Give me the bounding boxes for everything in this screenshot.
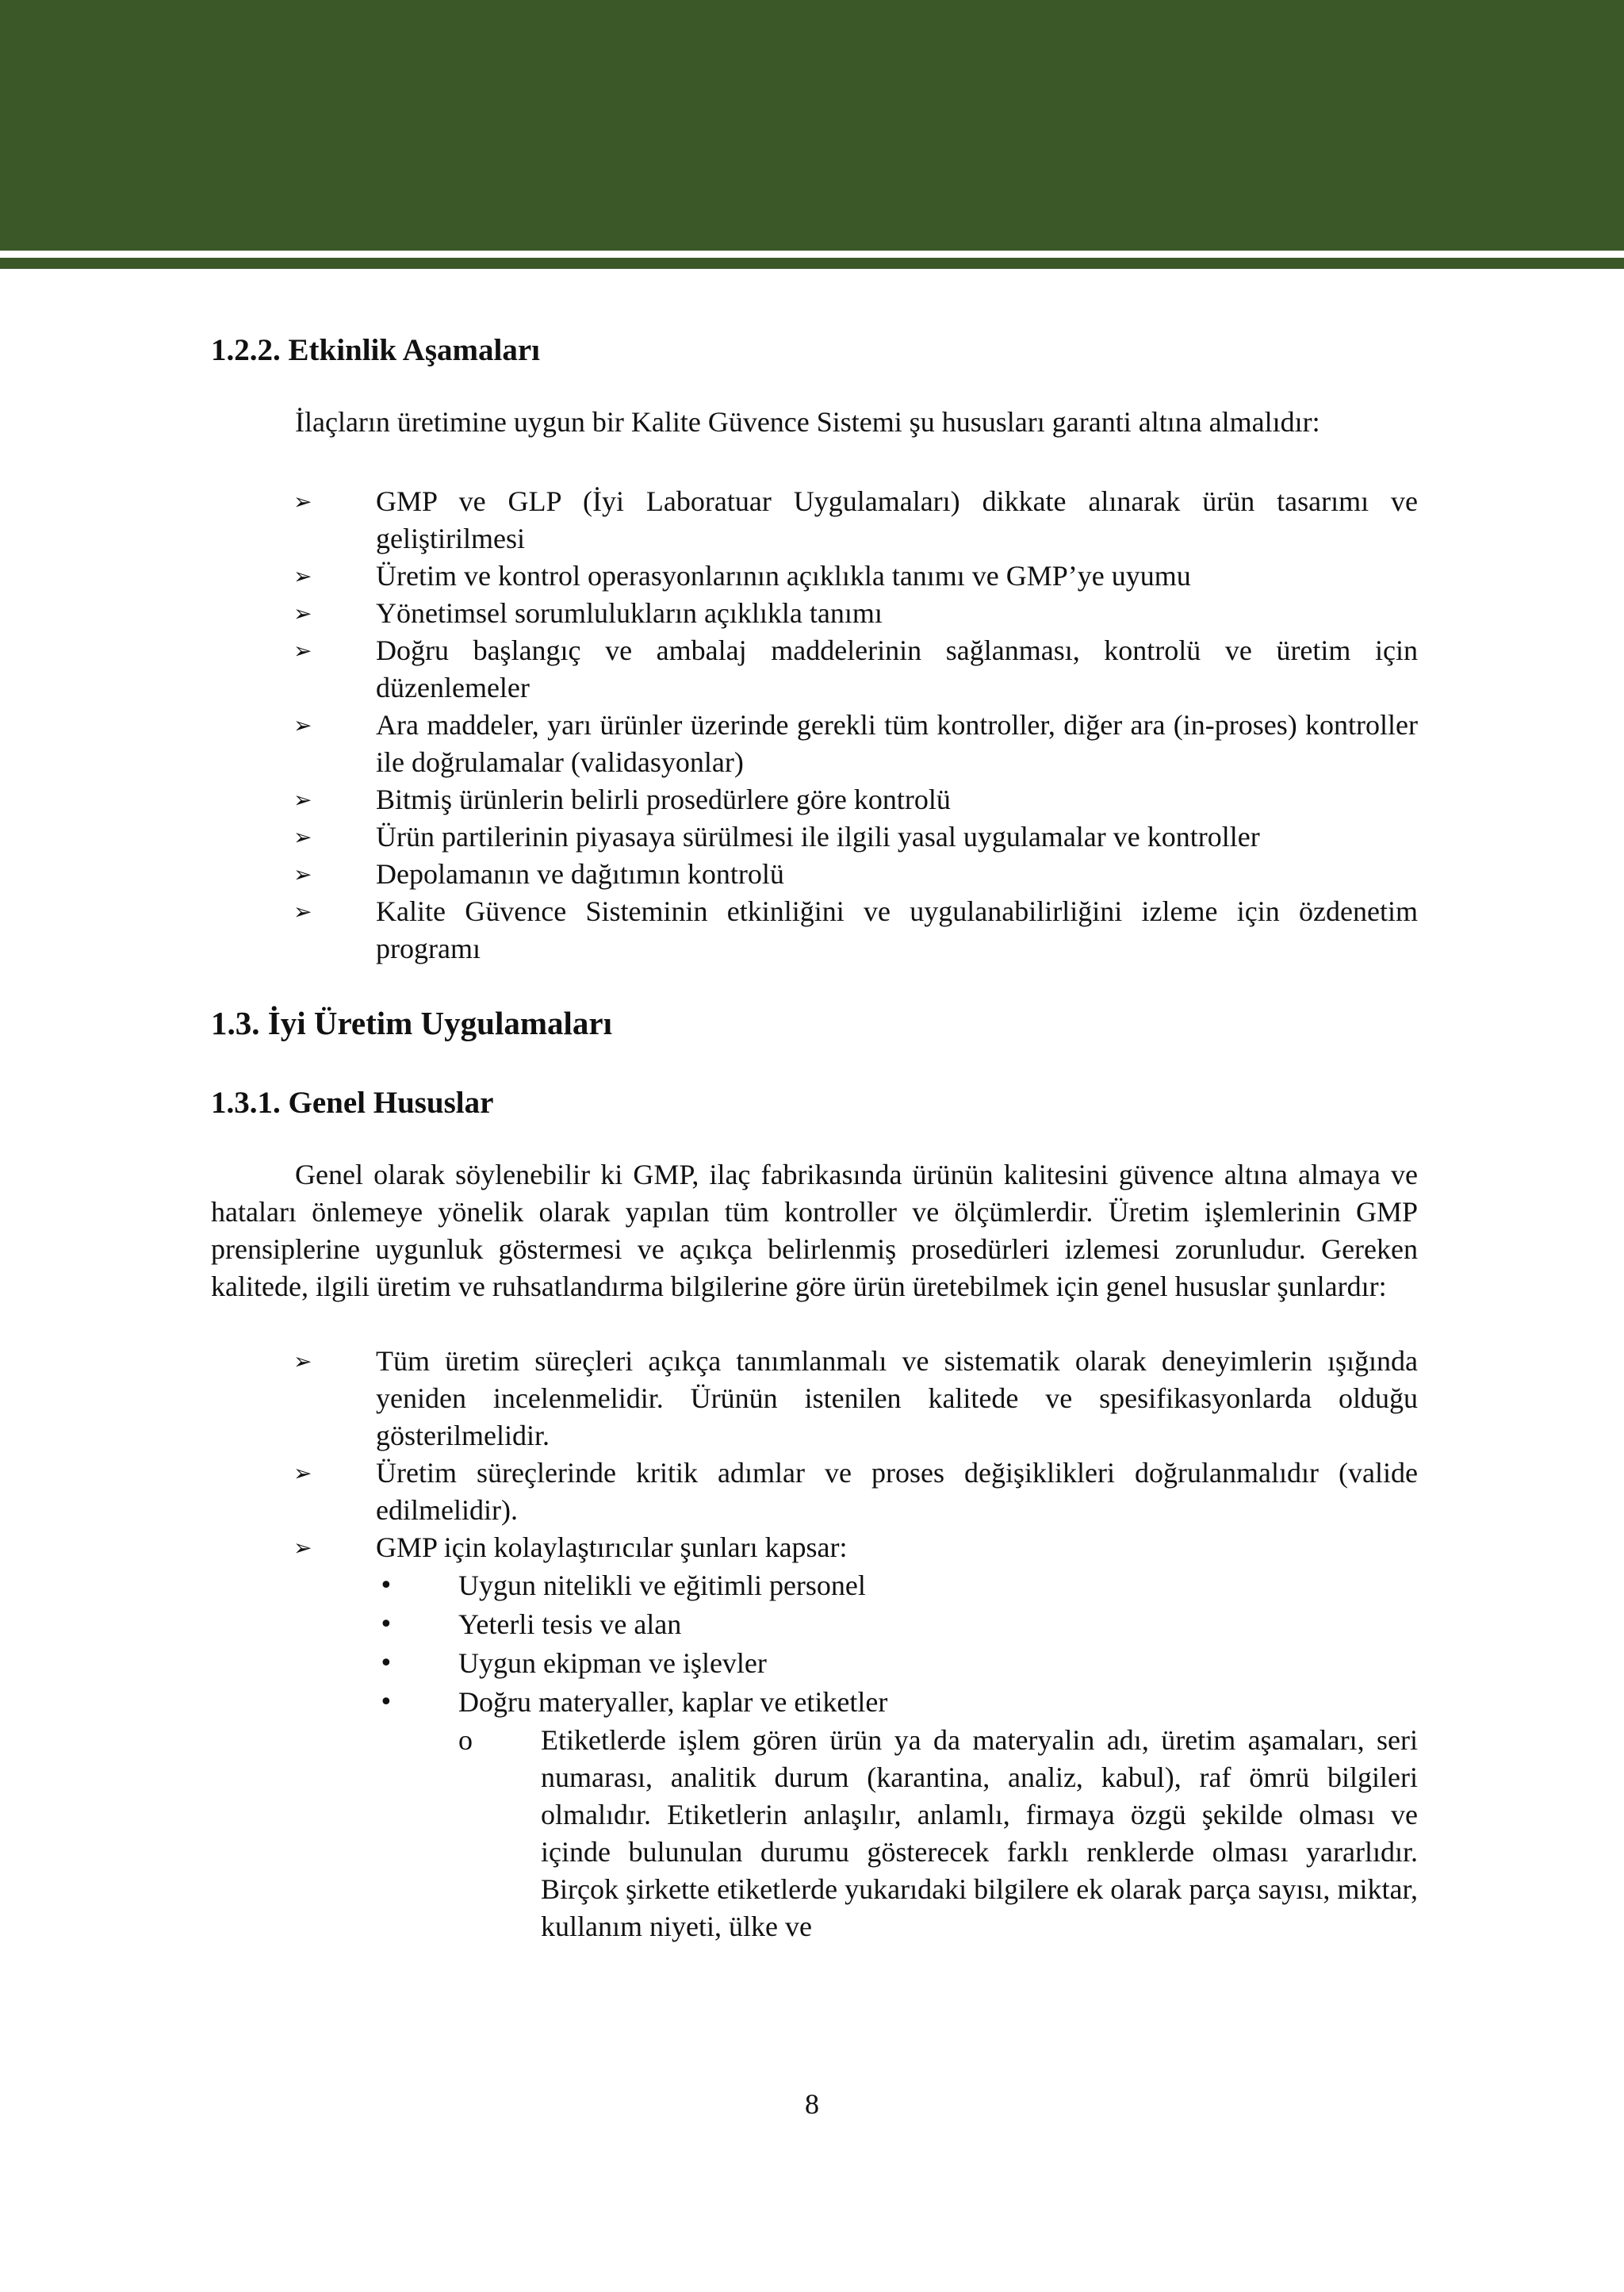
- list-item-text: Depolamanın ve dağıtımın kontrolü: [376, 858, 784, 890]
- section-heading-1-3: 1.3. İyi Üretim Uygulamaları: [211, 1005, 612, 1041]
- section-heading-1-3-1: 1.3.1. Genel Hususlar: [211, 1086, 494, 1120]
- list-item-text: GMP için kolaylaştırıcılar şunları kapsar:: [376, 1531, 848, 1563]
- list-item: [211, 781, 1418, 818]
- list-item-text: Yönetimsel sorumlulukların açıklıkla tanımı: [376, 597, 883, 629]
- list-item: [376, 1683, 1418, 1945]
- arrow-bullet-icon: ➢: [293, 712, 312, 738]
- label-details-list: [458, 1722, 1418, 1945]
- arrow-bullet-icon: ➢: [293, 1460, 312, 1486]
- arrow-bullet-icon: ➢: [293, 861, 312, 887]
- list-item: [211, 893, 1418, 968]
- list-item: [376, 1566, 1418, 1605]
- list-item: [211, 856, 1418, 893]
- arrow-bullet-icon: ➢: [293, 824, 312, 850]
- dot-bullet-icon: •: [379, 1688, 393, 1716]
- arrow-bullet-icon: ➢: [293, 489, 312, 515]
- header-band: [0, 0, 1624, 251]
- arrow-bullet-icon: ➢: [293, 899, 312, 925]
- list-item: [211, 483, 1418, 558]
- list-item: [211, 1343, 1418, 1455]
- gmp-facilitators-list: [376, 1566, 1418, 1945]
- list-item: [211, 1455, 1418, 1529]
- page-number: 8: [805, 2088, 819, 2120]
- arrow-bullet-icon: ➢: [293, 1348, 312, 1374]
- arrow-bullet-icon: ➢: [293, 638, 312, 664]
- list-item: [376, 1605, 1418, 1644]
- list-item-text: Üretim süreçlerinde kritik adımlar ve proses değişiklikleri doğrulanmalıdır (valide edilmelidir).: [376, 1457, 1418, 1526]
- arrow-bullet-icon: ➢: [293, 787, 312, 813]
- list-item: [458, 1722, 1418, 1945]
- general-considerations-paragraph: Genel olarak söylenebilir ki GMP, ilaç fabrikasında ürünün kalitesini güvence altına almaya ve hataları önlemeye yönelik olarak yapılan tüm kontroller ve ölçümlerdir. Üretim işlemlerinin GMP prensiplerine uygunluk göstermesi ve açıkça belirlenmiş prosedürleri izlemesi zorunludur. Gereken kalitede, ilgili üretim ve ruhsatlandırma bilgilerine göre ürün üretebilmek için genel hususlar şunlardır:: [211, 1159, 1418, 1302]
- list-item-text: Üretim ve kontrol operasyonlarının açıklıkla tanımı ve GMP’ye uyumu: [376, 560, 1191, 592]
- list-item-text: Ara maddeler, yarı ürünler üzerinde gerekli tüm kontroller, diğer ara (in-proses) kontroller ile doğrulamalar (validasyonlar): [376, 709, 1418, 778]
- list-item-text: GMP ve GLP (İyi Laboratuar Uygulamaları) dikkate alınarak ürün tasarımı ve geliştirilmesi: [376, 485, 1418, 554]
- circle-bullet-icon: o: [458, 1724, 473, 1756]
- arrow-bullet-icon: ➢: [293, 600, 312, 627]
- header-rule: [0, 258, 1624, 269]
- list-item-text: Doğru başlangıç ve ambalaj maddelerinin sağlanması, kontrolü ve üretim için düzenlemeler: [376, 634, 1418, 703]
- section-intro-paragraph: İlaçların üretimine uygun bir Kalite Güvence Sistemi şu hususları garanti altına almalıdır:: [295, 406, 1320, 438]
- section-heading-1-2-2: 1.2.2. Etkinlik Aşamaları: [211, 333, 540, 367]
- list-item: [211, 595, 1418, 632]
- arrow-bullet-icon: ➢: [293, 563, 312, 589]
- dot-bullet-icon: •: [379, 1650, 393, 1677]
- list-item: [211, 818, 1418, 856]
- list-item: [211, 558, 1418, 595]
- page-content: [211, 329, 1418, 1945]
- list-item-text: Etiketlerde işlem gören ürün ya da materyalin adı, üretim aşamaları, seri numarası, analitik durum (karantina, analiz, kabul), raf ömrü bilgileri olmalıdır. Etiketlerin anlaşılır, anlamlı, firmaya özgü şekilde olması ve içinde bulunulan durumu gösterecek farklı renklerde olması yararlıdır. Birçok şirkette etiketlerde yukarıdaki bilgilere ek olarak parça sayısı, miktar, kullanım niyeti, ülke ve: [541, 1724, 1418, 1942]
- list-item: [376, 1644, 1418, 1683]
- dot-bullet-icon: •: [379, 1572, 393, 1600]
- general-considerations-list: [211, 1343, 1418, 1945]
- list-item-text: Bitmiş ürünlerin belirli prosedürlere göre kontrolü: [376, 784, 951, 815]
- list-item-text: Kalite Güvence Sisteminin etkinliğini ve uygulanabilirliğini izleme için özdenetim programı: [376, 895, 1418, 964]
- quality-assurance-list: [211, 483, 1418, 968]
- list-item-text: Tüm üretim süreçleri açıkça tanımlanmalı ve sistematik olarak deneyimlerin ışığında yeniden incelenmelidir. Ürünün istenilen kalitede ve spesifikasyonlarda olduğu gösterilmelidir.: [376, 1345, 1418, 1451]
- dot-bullet-icon: •: [379, 1611, 393, 1639]
- list-item: [211, 707, 1418, 781]
- list-item-text: Doğru materyaller, kaplar ve etiketler: [458, 1686, 888, 1718]
- list-item: [211, 1529, 1418, 1945]
- list-item-text: Yeterli tesis ve alan: [458, 1608, 682, 1640]
- list-item: [211, 632, 1418, 707]
- list-item-text: Uygun ekipman ve işlevler: [458, 1647, 767, 1679]
- list-item-text: Ürün partilerinin piyasaya sürülmesi ile ilgili yasal uygulamalar ve kontroller: [376, 821, 1260, 853]
- arrow-bullet-icon: ➢: [293, 1535, 312, 1561]
- list-item-text: Uygun nitelikli ve eğitimli personel: [458, 1570, 866, 1601]
